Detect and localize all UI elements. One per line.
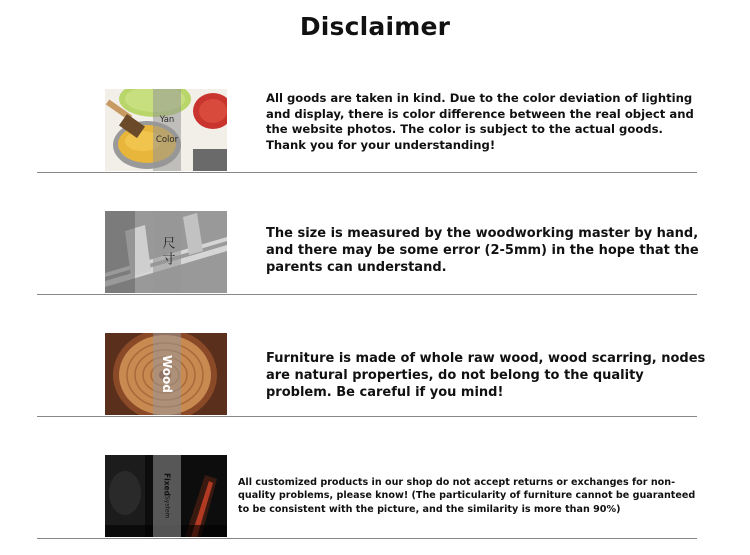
label-strip [153,455,181,537]
disclaimer-text: All goods are taken in kind. Due to the color deviation of lighting and display, there is color difference between the real object and the website photos. The color is subject to the actual goods. Thank you for your understanding! [266,91,694,152]
label-strip [153,89,181,171]
disclaimer-text: The size is measured by the woodworking master by hand, and there may be some error (2-5mm) in the hope that the parents can understand. [266,226,699,275]
disclaimer-text: All customized products in our shop do not accept returns or exchanges for non-quality problems, please know! (The particularity of furniture cannot be guaranteed to be consistent with the picture, and the similarity is more than 90%) [238,477,696,515]
page-title: Disclaimer [299,12,451,41]
label-strip [153,211,181,293]
paint-cans-image [105,89,227,171]
wood-rings-image [105,333,227,415]
strip-label-line: Yan [159,115,175,125]
label-strip [153,333,181,415]
divider [37,294,697,295]
caliper-image [105,211,227,293]
strip-label: 尺寸 [159,236,175,268]
divider [37,172,697,173]
divider [37,538,697,539]
disclaimer-text: Furniture is made of whole raw wood, wood scarring, nodes are natural properties, do not belong to the quality problem. Be careful if you mind! [266,351,706,400]
divider [37,416,697,417]
dark-tools-image [105,455,227,537]
strip-label-line: System [163,496,171,519]
strip-label-line: Fixed [162,473,172,497]
strip-label: Wood [160,355,174,393]
strip-label-line: Color [155,135,179,145]
